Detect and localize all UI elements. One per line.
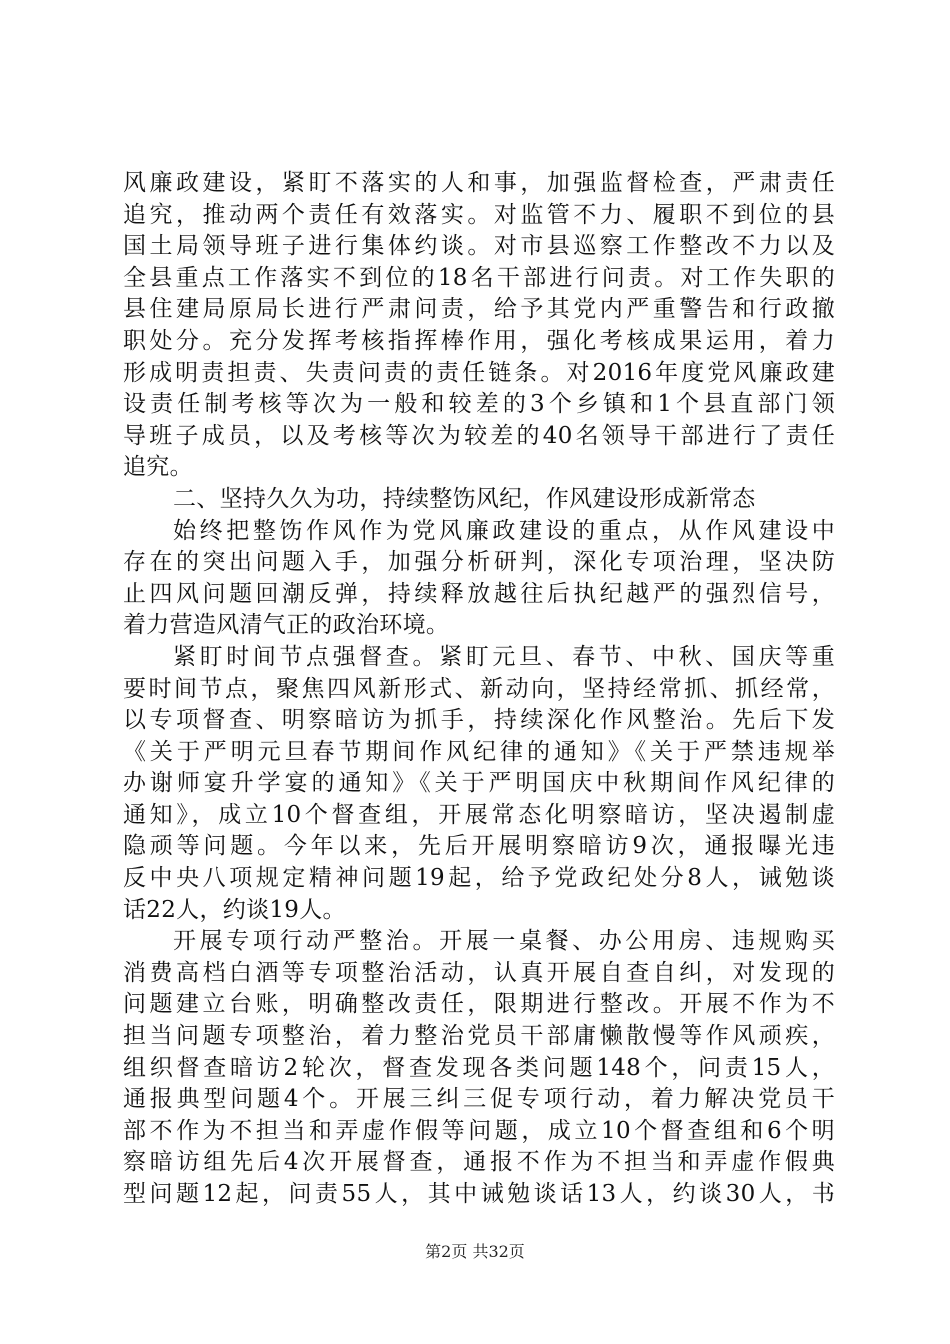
text-line: 全县重点工作落实不到位的18名干部进行问责。对工作失职的	[123, 264, 835, 291]
text-line: 存在的突出问题入手，加强分析研判，深化专项治理，坚决防	[123, 549, 835, 576]
text-line: 问题建立台账，明确整改责任，限期进行整改。开展不作为不	[123, 991, 835, 1018]
text-line: 通知》，成立10个督查组，开展常态化明察暗访，坚决遏制虚	[123, 801, 835, 828]
text-line: 以专项督查、明察暗访为抓手，持续深化作风整治。先后下发	[123, 707, 835, 734]
text-line: 着力营造风清气正的政治环境。	[123, 612, 450, 639]
page-number-footer: 第2页 共32页	[425, 1242, 525, 1261]
text-line: 导班子成员，以及考核等次为较差的40名领导干部进行了责任	[123, 422, 835, 449]
text-line: 开展专项行动严整治。开展一桌餐、办公用房、违规购买	[173, 928, 835, 955]
text-line: 职处分。充分发挥考核指挥棒作用，强化考核成果运用，着力	[123, 327, 835, 354]
document-body	[123, 168, 835, 1211]
text-line: 察暗访组先后4次开展督查，通报不作为不担当和弄虚作假典	[123, 1149, 835, 1176]
text-line: 反中央八项规定精神问题19起，给予党政纪处分8人，诫勉谈	[123, 865, 835, 892]
text-line: 设责任制考核等次为一般和较差的3个乡镇和1个县直部门领	[123, 391, 835, 418]
text-line: 形成明责担责、失责问责的责任链条。对2016年度党风廉政建	[123, 359, 835, 386]
text-line: 止四风问题回潮反弹，持续释放越往后执纪越严的强烈信号，	[123, 580, 835, 607]
text-line: 《关于严明元旦春节期间作风纪律的通知》《关于严禁违规举	[123, 738, 835, 765]
text-line: 通报典型问题4个。开展三纠三促专项行动，着力解决党员干	[123, 1086, 835, 1113]
text-line: 消费高档白酒等专项整治活动，认真开展自查自纠，对发现的	[123, 959, 835, 986]
text-line: 型问题12起，问责55人，其中诫勉谈话13人，约谈30人，书	[123, 1181, 835, 1207]
text-line: 部不作为不担当和弄虚作假等问题，成立10个督查组和6个明	[123, 1117, 835, 1144]
text-line: 国土局领导班子进行集体约谈。对市县巡察工作整改不力以及	[123, 233, 835, 260]
text-line: 追究。	[123, 454, 193, 481]
text-line: 追究，推动两个责任有效落实。对监管不力、履职不到位的县	[123, 201, 835, 228]
text-line: 紧盯时间节点强督查。紧盯元旦、春节、中秋、国庆等重	[173, 643, 835, 670]
text-line: 组织督查暗访2轮次，督查发现各类问题148个，问责15人，	[123, 1054, 835, 1081]
text-line: 县住建局原局长进行严肃问责，给予其党内严重警告和行政撤	[123, 296, 835, 323]
text-line: 办谢师宴升学宴的通知》《关于严明国庆中秋期间作风纪律的	[123, 770, 835, 797]
text-line: 始终把整饬作风作为党风廉政建设的重点，从作风建设中	[173, 517, 835, 544]
text-line: 二、坚持久久为功，持续整饬风纪，作风建设形成新常态	[173, 485, 756, 512]
text-line: 担当问题专项整治，着力整治党员干部庸懒散慢等作风顽疾，	[123, 1023, 835, 1050]
text-line: 话22人，约谈19人。	[123, 896, 346, 923]
text-line: 隐顽等问题。今年以来，先后开展明察暗访9次，通报曝光违	[123, 833, 835, 860]
text-line: 要时间节点，聚焦四风新形式、新动向，坚持经常抓、抓经常，	[123, 675, 835, 702]
text-line: 风廉政建设，紧盯不落实的人和事，加强监督检查，严肃责任	[123, 170, 835, 196]
